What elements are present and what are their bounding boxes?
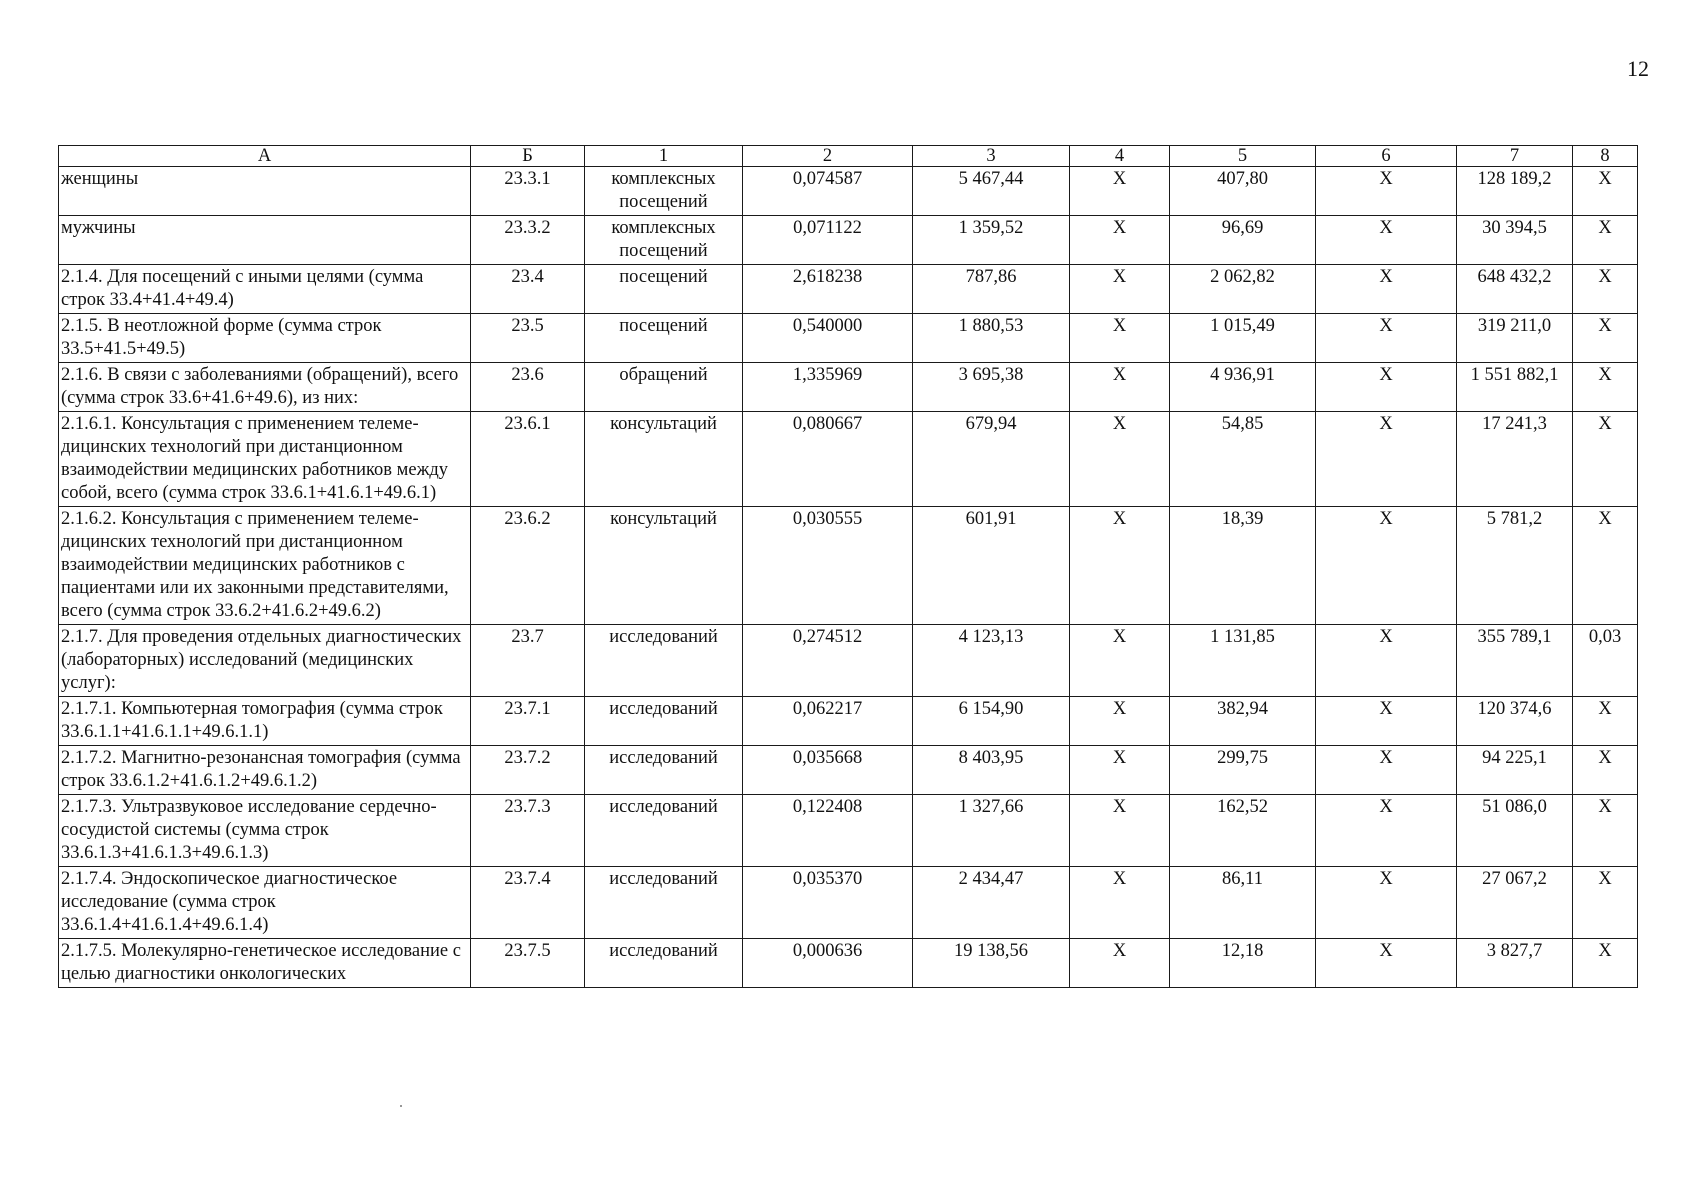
col6-cell: Х (1316, 167, 1457, 216)
table-row (59, 939, 1638, 988)
col-header-8: 8 (1573, 146, 1638, 167)
col7-cell: 17 241,3 (1457, 412, 1573, 507)
row-code-cell: 23.6.1 (471, 412, 585, 507)
col6-cell: Х (1316, 867, 1457, 939)
unit-cell: посещений (585, 265, 743, 314)
row-code-cell: 23.6 (471, 363, 585, 412)
row-code-cell: 23.7.3 (471, 795, 585, 867)
table-row (59, 265, 1638, 314)
col7-cell: 27 067,2 (1457, 867, 1573, 939)
col5-cell: 382,94 (1170, 697, 1316, 746)
indicator-cell: 2.1.7.1. Компьютерная томография (сумма строк 33.6.1.1+41.6.1.1+49.6.1.1) (59, 697, 471, 746)
page-number: 12 (1627, 56, 1649, 81)
col5-cell: 12,18 (1170, 939, 1316, 988)
row-code-cell: 23.6.2 (471, 507, 585, 625)
unit-cell: посещений (585, 314, 743, 363)
unit-cell: консультаций (585, 412, 743, 507)
row-code-cell: 23.7.4 (471, 867, 585, 939)
col3-cell: 1 359,52 (913, 216, 1070, 265)
col2-cell: 0,274512 (743, 625, 913, 697)
col2-cell: 0,035370 (743, 867, 913, 939)
col7-cell: 648 432,2 (1457, 265, 1573, 314)
col8-cell: Х (1573, 216, 1638, 265)
col2-cell: 0,074587 (743, 167, 913, 216)
col8-cell: Х (1573, 795, 1638, 867)
col8-cell: Х (1573, 363, 1638, 412)
indicator-cell: женщины (59, 167, 471, 216)
col7-cell: 319 211,0 (1457, 314, 1573, 363)
indicator-cell: 2.1.7.2. Магнитно-резонансная томография (сумма строк 33.6.1.2+41.6.1.2+49.6.1.2) (59, 746, 471, 795)
unit-cell: исследований (585, 625, 743, 697)
col2-cell: 0,030555 (743, 507, 913, 625)
indicator-cell: 2.1.7.3. Ультразвуковое исследование сердечно-сосудистой системы (сумма строк 33.6.1.3+41.6.1.3+49.6.1.3) (59, 795, 471, 867)
col6-cell: Х (1316, 507, 1457, 625)
unit-cell: исследований (585, 746, 743, 795)
col5-cell: 1 131,85 (1170, 625, 1316, 697)
data-table (58, 145, 1638, 988)
col7-cell: 128 189,2 (1457, 167, 1573, 216)
col5-cell: 299,75 (1170, 746, 1316, 795)
table-row (59, 167, 1638, 216)
col8-cell: Х (1573, 412, 1638, 507)
col4-cell: Х (1070, 363, 1170, 412)
col7-cell: 3 827,7 (1457, 939, 1573, 988)
col2-cell: 0,122408 (743, 795, 913, 867)
col5-cell: 1 015,49 (1170, 314, 1316, 363)
row-code-cell: 23.7.5 (471, 939, 585, 988)
indicator-cell: 2.1.6. В связи с заболеваниями (обращений), всего (сумма строк 33.6+41.6+49.6), из них: (59, 363, 471, 412)
col8-cell: Х (1573, 746, 1638, 795)
col5-cell: 18,39 (1170, 507, 1316, 625)
col7-cell: 5 781,2 (1457, 507, 1573, 625)
col-header-1: 1 (585, 146, 743, 167)
col2-cell: 0,000636 (743, 939, 913, 988)
unit-cell: комплексных посещений (585, 216, 743, 265)
col8-cell: Х (1573, 867, 1638, 939)
unit-cell: исследований (585, 867, 743, 939)
col4-cell: Х (1070, 265, 1170, 314)
unit-cell: исследований (585, 795, 743, 867)
col5-cell: 162,52 (1170, 795, 1316, 867)
col5-cell: 407,80 (1170, 167, 1316, 216)
col-header-3: 3 (913, 146, 1070, 167)
col6-cell: Х (1316, 746, 1457, 795)
col6-cell: Х (1316, 314, 1457, 363)
col4-cell: Х (1070, 412, 1170, 507)
indicator-cell: 2.1.5. В неотложной форме (сумма строк 33.5+41.5+49.5) (59, 314, 471, 363)
table-row (59, 507, 1638, 625)
col7-cell: 355 789,1 (1457, 625, 1573, 697)
col8-cell: Х (1573, 265, 1638, 314)
col6-cell: Х (1316, 697, 1457, 746)
indicator-cell: 2.1.4. Для посещений с иными целями (сумма строк 33.4+41.4+49.4) (59, 265, 471, 314)
table-row (59, 363, 1638, 412)
col7-cell: 30 394,5 (1457, 216, 1573, 265)
col3-cell: 601,91 (913, 507, 1070, 625)
col7-cell: 1 551 882,1 (1457, 363, 1573, 412)
col6-cell: Х (1316, 795, 1457, 867)
table-row (59, 746, 1638, 795)
col3-cell: 5 467,44 (913, 167, 1070, 216)
col2-cell: 0,071122 (743, 216, 913, 265)
indicator-cell: мужчины (59, 216, 471, 265)
col4-cell: Х (1070, 625, 1170, 697)
col-header-a: А (59, 146, 471, 167)
table-row (59, 697, 1638, 746)
col2-cell: 0,035668 (743, 746, 913, 795)
col3-cell: 8 403,95 (913, 746, 1070, 795)
table-body (59, 167, 1638, 988)
col8-cell: Х (1573, 507, 1638, 625)
col3-cell: 787,86 (913, 265, 1070, 314)
col4-cell: Х (1070, 507, 1170, 625)
col7-cell: 120 374,6 (1457, 697, 1573, 746)
col5-cell: 96,69 (1170, 216, 1316, 265)
col4-cell: Х (1070, 939, 1170, 988)
col8-cell: Х (1573, 167, 1638, 216)
col5-cell: 86,11 (1170, 867, 1316, 939)
col3-cell: 6 154,90 (913, 697, 1070, 746)
table-row (59, 867, 1638, 939)
col3-cell: 679,94 (913, 412, 1070, 507)
col6-cell: Х (1316, 216, 1457, 265)
table-row (59, 412, 1638, 507)
col8-cell: 0,03 (1573, 625, 1638, 697)
col6-cell: Х (1316, 412, 1457, 507)
table-row (59, 795, 1638, 867)
col4-cell: Х (1070, 746, 1170, 795)
col-header-5: 5 (1170, 146, 1316, 167)
row-code-cell: 23.3.2 (471, 216, 585, 265)
row-code-cell: 23.7 (471, 625, 585, 697)
table-row (59, 216, 1638, 265)
col7-cell: 51 086,0 (1457, 795, 1573, 867)
row-code-cell: 23.3.1 (471, 167, 585, 216)
col-header-b: Б (471, 146, 585, 167)
col-header-2: 2 (743, 146, 913, 167)
unit-cell: комплексных посещений (585, 167, 743, 216)
col-header-4: 4 (1070, 146, 1170, 167)
unit-cell: консультаций (585, 507, 743, 625)
col7-cell: 94 225,1 (1457, 746, 1573, 795)
col3-cell: 3 695,38 (913, 363, 1070, 412)
col6-cell: Х (1316, 265, 1457, 314)
col4-cell: Х (1070, 697, 1170, 746)
col4-cell: Х (1070, 167, 1170, 216)
col2-cell: 0,540000 (743, 314, 913, 363)
col5-cell: 4 936,91 (1170, 363, 1316, 412)
indicator-cell: 2.1.7. Для проведения отдельных диагностических (лабораторных) исследований (медицинских услуг): (59, 625, 471, 697)
col8-cell: Х (1573, 314, 1638, 363)
indicator-cell: 2.1.7.4. Эндоскопическое диагностическое исследование (сумма строк 33.6.1.4+41.6.1.4+49.6.1.4) (59, 867, 471, 939)
col3-cell: 4 123,13 (913, 625, 1070, 697)
col3-cell: 1 327,66 (913, 795, 1070, 867)
scan-speck (400, 1105, 402, 1107)
unit-cell: исследований (585, 939, 743, 988)
indicator-cell: 2.1.6.2. Консультация с применением телемедицинских технологий при дистанционном взаимодействии медицинских работников с пациентами или их законными представителями, всего (сумма строк 33.6.2+41.6.2+49.6.2) (59, 507, 471, 625)
unit-cell: исследований (585, 697, 743, 746)
unit-cell: обращений (585, 363, 743, 412)
col4-cell: Х (1070, 867, 1170, 939)
col2-cell: 2,618238 (743, 265, 913, 314)
col-header-6: 6 (1316, 146, 1457, 167)
col2-cell: 1,335969 (743, 363, 913, 412)
col6-cell: Х (1316, 363, 1457, 412)
col3-cell: 2 434,47 (913, 867, 1070, 939)
col6-cell: Х (1316, 939, 1457, 988)
table-row (59, 314, 1638, 363)
col5-cell: 2 062,82 (1170, 265, 1316, 314)
row-code-cell: 23.7.2 (471, 746, 585, 795)
header-row (59, 146, 1638, 167)
col3-cell: 19 138,56 (913, 939, 1070, 988)
row-code-cell: 23.7.1 (471, 697, 585, 746)
col4-cell: Х (1070, 314, 1170, 363)
col2-cell: 0,080667 (743, 412, 913, 507)
col-header-7: 7 (1457, 146, 1573, 167)
col3-cell: 1 880,53 (913, 314, 1070, 363)
indicator-cell: 2.1.7.5. Молекулярно-генетическое исследование с целью диагностики онкологических (59, 939, 471, 988)
col2-cell: 0,062217 (743, 697, 913, 746)
row-code-cell: 23.4 (471, 265, 585, 314)
row-code-cell: 23.5 (471, 314, 585, 363)
table-row (59, 625, 1638, 697)
col8-cell: Х (1573, 697, 1638, 746)
col4-cell: Х (1070, 795, 1170, 867)
col4-cell: Х (1070, 216, 1170, 265)
indicator-cell: 2.1.6.1. Консультация с применением телемедицинских технологий при дистанционном взаимодействии медицинских работников между собой, всего (сумма строк 33.6.1+41.6.1+49.6.1) (59, 412, 471, 507)
col6-cell: Х (1316, 625, 1457, 697)
col8-cell: Х (1573, 939, 1638, 988)
col5-cell: 54,85 (1170, 412, 1316, 507)
